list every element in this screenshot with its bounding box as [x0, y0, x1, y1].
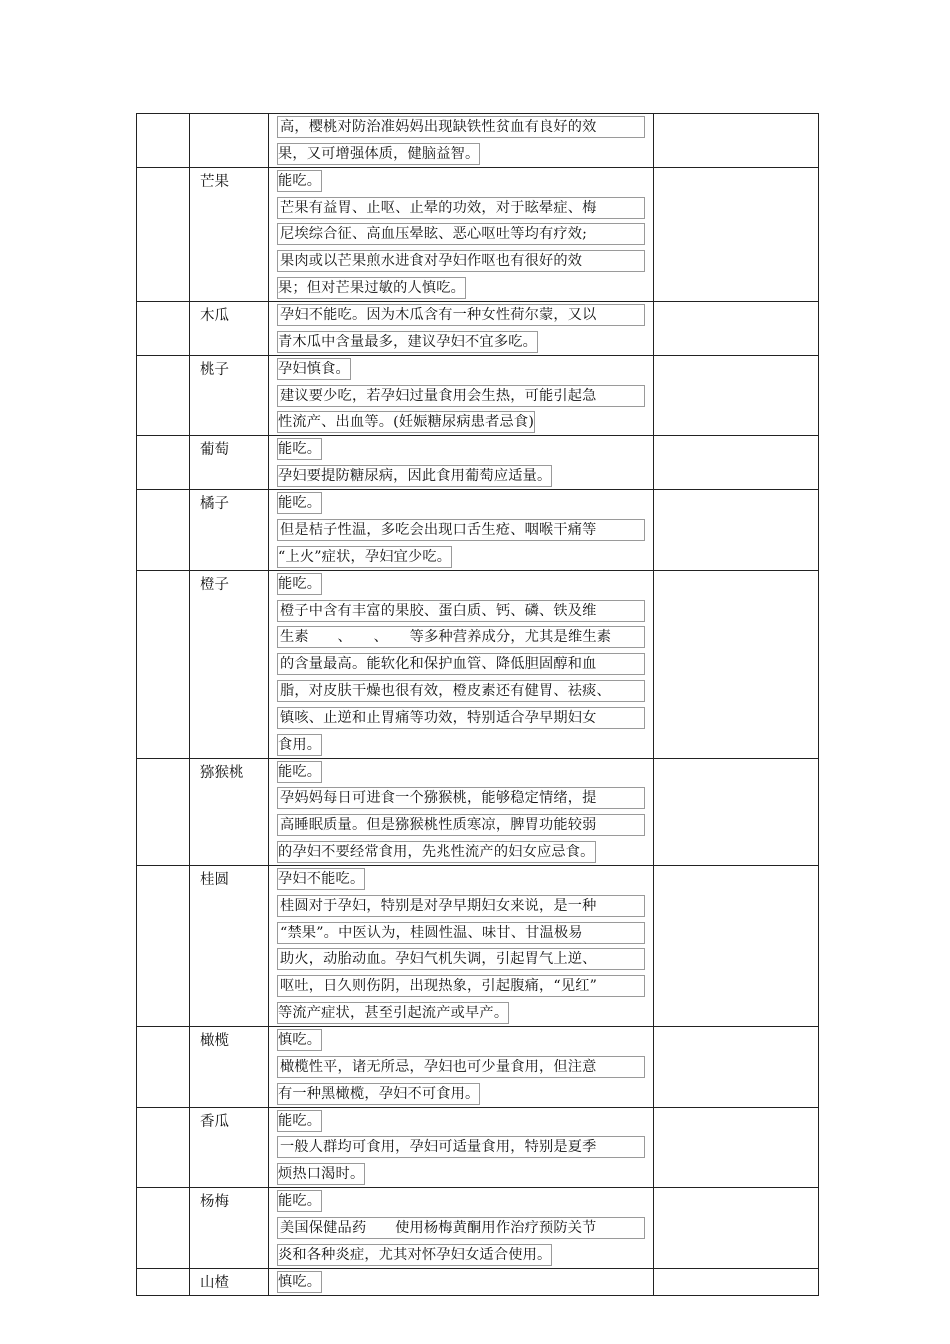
description-cell: [269, 114, 654, 168]
description-line: 尼埃综合征、高血压晕眩、恶心呕吐等均有疗效;: [277, 223, 645, 245]
index-cell: [137, 1107, 190, 1188]
fruit-name-cell: 山楂: [190, 1268, 269, 1295]
notes-cell: [654, 570, 819, 758]
description-cell: [269, 1268, 654, 1295]
description-line: 能吃。: [277, 438, 322, 460]
index-cell: [137, 758, 190, 865]
description-line: 高睡眠质量。但是猕猴桃性质寒凉，脾胃功能较弱: [277, 814, 645, 836]
description-line: 能吃。: [277, 573, 322, 595]
description-line: 孕妈妈每日可进食一个猕猴桃，能够稳定情绪，提: [277, 787, 645, 809]
index-cell: [137, 436, 190, 490]
description-cell: [269, 355, 654, 436]
fruit-name-cell: 芒果: [190, 167, 269, 301]
index-cell: [137, 301, 190, 355]
description-line: 果；但对芒果过敏的人慎吃。: [277, 277, 466, 299]
table-row: [137, 490, 819, 571]
description-line: 孕妇要提防糖尿病，因此食用葡萄应适量。: [277, 465, 552, 487]
notes-cell: [654, 1026, 819, 1107]
table-row: [137, 436, 819, 490]
fruit-name-cell: 橄榄: [190, 1026, 269, 1107]
fruit-name-cell: 橘子: [190, 490, 269, 571]
description-line: 食用。: [277, 734, 322, 756]
notes-cell: [654, 490, 819, 571]
description-line: 高，樱桃对防治准妈妈出现缺铁性贫血有良好的效: [277, 116, 645, 138]
table-row: [137, 167, 819, 301]
description-cell: [269, 1188, 654, 1269]
description-line: 但是桔子性温，多吃会出现口舌生疮、咽喉干痛等: [277, 519, 645, 541]
index-cell: [137, 1188, 190, 1269]
index-cell: [137, 1268, 190, 1295]
description-cell: [269, 167, 654, 301]
description-line: 果，又可增强体质，健脑益智。: [277, 143, 480, 165]
description-line: “禁果”。中医认为，桂圆性温、味甘、甘温极易: [277, 922, 645, 944]
table-row: [137, 1107, 819, 1188]
fruit-name-cell: 葡萄: [190, 436, 269, 490]
description-line: 能吃。: [277, 1110, 322, 1132]
description-line: 橙子中含有丰富的果胶、蛋白质、钙、磷、铁及维: [277, 600, 645, 622]
description-cell: [269, 301, 654, 355]
notes-cell: [654, 758, 819, 865]
description-line: 孕妇慎食。: [277, 358, 351, 380]
notes-cell: [654, 1268, 819, 1295]
table-row: [137, 301, 819, 355]
description-cell: [269, 570, 654, 758]
description-line: 能吃。: [277, 761, 322, 783]
table-row: [137, 1188, 819, 1269]
description-line: 果肉或以芒果煎水进食对孕妇作呕也有很好的效: [277, 250, 645, 272]
description-line: 等流产症状，甚至引起流产或早产。: [277, 1002, 509, 1024]
notes-cell: [654, 114, 819, 168]
index-cell: [137, 490, 190, 571]
description-line: 能吃。: [277, 1190, 322, 1212]
description-line: 孕妇不能吃。因为木瓜含有一种女性荷尔蒙，又以: [277, 304, 645, 326]
description-line: 烦热口渴时。: [277, 1163, 365, 1185]
table-row: [137, 1026, 819, 1107]
fruit-name-cell: 杨梅: [190, 1188, 269, 1269]
description-line: 镇咳、止逆和止胃痛等功效，特别适合孕早期妇女: [277, 707, 645, 729]
description-line: 桂圆对于孕妇，特别是对孕早期妇女来说，是一种: [277, 895, 645, 917]
description-line: 的含量最高。能软化和保护血管、降低胆固醇和血: [277, 653, 645, 675]
description-line: 青木瓜中含量最多，建议孕妇不宜多吃。: [277, 331, 538, 353]
description-line: 美国保健品药 使用杨梅黄酮用作治疗预防关节: [277, 1217, 645, 1239]
notes-cell: [654, 436, 819, 490]
description-cell: [269, 758, 654, 865]
index-cell: [137, 114, 190, 168]
table-row: [137, 114, 819, 168]
description-line: 有一种黑橄榄，孕妇不可食用。: [277, 1083, 480, 1105]
description-line: 慎吃。: [277, 1271, 322, 1293]
index-cell: [137, 865, 190, 1026]
description-line: 芒果有益胃、止呕、止晕的功效，对于眩晕症、梅: [277, 197, 645, 219]
description-cell: [269, 865, 654, 1026]
fruit-table: [136, 113, 819, 1296]
description-line: 橄榄性平，诸无所忌，孕妇也可少量食用，但注意: [277, 1056, 645, 1078]
index-cell: [137, 570, 190, 758]
description-line: 脂，对皮肤干燥也很有效，橙皮素还有健胃、祛痰、: [277, 680, 645, 702]
table-row: [137, 1268, 819, 1295]
description-line: 炎和各种炎症，尤其对怀孕妇女适合使用。: [277, 1244, 552, 1266]
description-line: 能吃。: [277, 170, 322, 192]
fruit-name-cell: 橙子: [190, 570, 269, 758]
description-cell: [269, 1026, 654, 1107]
index-cell: [137, 1026, 190, 1107]
description-line: 能吃。: [277, 492, 322, 514]
description-line: 的孕妇不要经常食用，先兆性流产的妇女应忌食。: [277, 841, 596, 863]
fruit-table-body: [137, 114, 819, 1296]
description-cell: [269, 1107, 654, 1188]
index-cell: [137, 355, 190, 436]
fruit-name-cell: 猕猴桃: [190, 758, 269, 865]
fruit-name-cell: 木瓜: [190, 301, 269, 355]
description-line: “上火”症状，孕妇宜少吃。: [277, 546, 452, 568]
fruit-name-cell: 桃子: [190, 355, 269, 436]
description-line: 助火，动胎动血。孕妇气机失调，引起胃气上逆、: [277, 948, 645, 970]
table-row: [137, 570, 819, 758]
description-line: 建议要少吃，若孕妇过量食用会生热，可能引起急: [277, 385, 645, 407]
description-line: 一般人群均可食用，孕妇可适量食用，特别是夏季: [277, 1136, 645, 1158]
fruit-name-cell: [190, 114, 269, 168]
notes-cell: [654, 865, 819, 1026]
description-cell: [269, 490, 654, 571]
description-cell: [269, 436, 654, 490]
table-row: [137, 758, 819, 865]
description-line: 慎吃。: [277, 1029, 322, 1051]
notes-cell: [654, 1188, 819, 1269]
notes-cell: [654, 167, 819, 301]
table-row: [137, 865, 819, 1026]
description-line: 性流产、出血等。(妊娠糖尿病患者忌食): [277, 411, 535, 433]
fruit-name-cell: 桂圆: [190, 865, 269, 1026]
description-line: 孕妇不能吃。: [277, 868, 365, 890]
index-cell: [137, 167, 190, 301]
description-line: 生素 、 、 等多种营养成分，尤其是维生素: [277, 626, 645, 648]
notes-cell: [654, 1107, 819, 1188]
notes-cell: [654, 301, 819, 355]
table-row: [137, 355, 819, 436]
notes-cell: [654, 355, 819, 436]
description-line: 呕吐，日久则伤阴，出现热象，引起腹痛，“见红”: [277, 975, 645, 997]
fruit-name-cell: 香瓜: [190, 1107, 269, 1188]
